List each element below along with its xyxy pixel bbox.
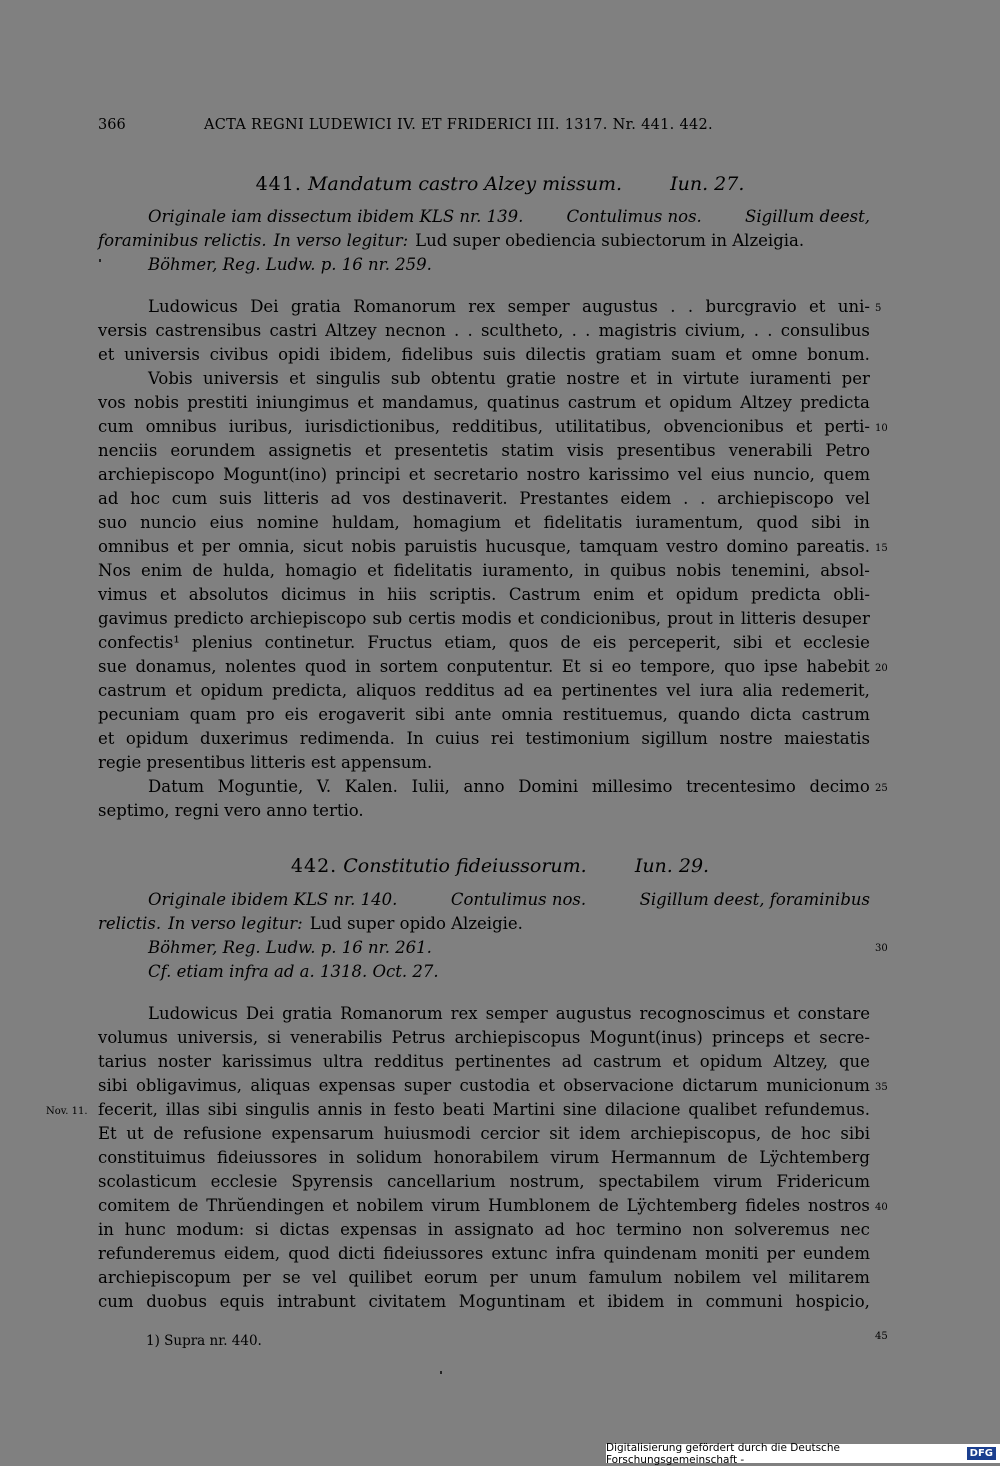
source-originale: Originale ibidem KLS nr. 140. [148, 890, 398, 909]
text-line: Vobis universis et singulis sub obtentu gratie nostre et in virtute iuramenti per [148, 369, 870, 388]
dfg-logo-icon: DFG [967, 1447, 996, 1460]
source-originale: Originale iam dissectum ibidem KLS nr. 139. [148, 207, 524, 226]
text-line: gavimus predicto archiepiscopo sub certis modis et condicionibus, prout in litteris desuper [98, 609, 870, 628]
footnote-text: 1) Supra nr. 440. [146, 1333, 262, 1349]
page-number: 366 [98, 117, 126, 133]
text-line: confectis¹ plenius continetur. Fructus etiam, quos de eis perceperit, sibi et ecclesie [98, 633, 870, 652]
doc-441-text [98, 295, 870, 823]
text-line: et opidum duxerimus redimenda. In cuius rei testimonium sigillum nostre maiestatis [98, 729, 870, 748]
text-line: cum duobus equis intrabunt civitatem Moguntinam et ibidem in communi hospicio, [98, 1292, 870, 1311]
print-speck [440, 1371, 442, 1374]
text-line: Ludowicus Dei gratia Romanorum rex semper augustus recognoscimus et constare [148, 1004, 870, 1023]
text-line: nenciis eorundem assignetis et presentetis statim visis presentibus venerabili Petro [98, 441, 870, 460]
text-line: et universis civibus opidi ibidem, fidelibus suis dilectis gratiam suam et omne bonum. [98, 345, 870, 364]
page-header [98, 117, 870, 137]
footnote [146, 1333, 262, 1349]
text-line: Nos enim de hulda, homagio et fidelitatis iuramento, in quibus nobis tenemini, absol- [98, 561, 870, 580]
text-line: refunderemus eidem, quod dicti fideiussores extunc infra quindenam moniti per eundem [98, 1244, 870, 1263]
text-line: in hunc modum: si dictas expensas in assignato ad hoc termino non solveremus nec [98, 1220, 870, 1239]
source-verso-label: In verso legitur: [168, 914, 303, 933]
text-line: comitem de Thrŭendingen et nobilem virum Humblonem de Lÿchtemberg fideles nostros [98, 1196, 870, 1215]
text-line: scolasticum ecclesie Spyrensis cancellarium nostrum, spectabilem virum Fridericum [98, 1172, 870, 1191]
line-number: 20 [875, 663, 888, 674]
line-number: 35 [875, 1082, 888, 1093]
doc-442-date: Iun. 29. [634, 855, 710, 877]
doc-441-date: Iun. 27. [670, 173, 745, 195]
doc-441-number: 441. [255, 173, 302, 195]
source-boehmer: Böhmer, Reg. Ludw. p. 16 nr. 259. [148, 255, 432, 274]
text-line: tarius noster karissimus ultra redditus pertinentes ad castrum et opidum Altzey, que [98, 1052, 870, 1071]
source-sigillum: Sigillum deest, [745, 207, 870, 226]
text-line: Ludowicus Dei gratia Romanorum rex semper augustus . . burcgravio et uni- [148, 297, 870, 316]
source-contulimus: Contulimus nos. [450, 890, 587, 909]
line-number: 10 [875, 423, 888, 434]
line-number: 5 [875, 303, 882, 314]
text-line: volumus universis, si venerabilis Petrus archiepiscopus Mogunt(inus) princeps et secre- [98, 1028, 870, 1047]
source-contulimus: Contulimus nos. [566, 207, 702, 226]
print-speck [99, 259, 101, 262]
text-line: castrum et opidum predicta, aliquos redditus ad ea pertinentes vel iura alia redemerit, [98, 681, 870, 700]
text-line: cum omnibus iuribus, iurisdictionibus, redditibus, utilitatibus, obvencionibus et perti- [98, 417, 870, 436]
text-line: vimus et absolutos dicimus in hiis scriptis. Castrum enim et opidum predicta obli- [98, 585, 870, 604]
text-line: Et ut de refusione expensarum huiusmodi cercior sit idem archiepiscopus, de hoc sibi [98, 1124, 870, 1143]
digitization-footer [606, 1441, 1000, 1466]
doc-442-source-note [98, 888, 870, 984]
line-number: 45 [875, 1331, 888, 1342]
line-number: 25 [875, 783, 888, 794]
source-boehmer: Böhmer, Reg. Ludw. p. 16 nr. 261. [148, 938, 432, 957]
line-number: 15 [875, 543, 888, 554]
text-line: septimo, regni vero anno tertio. [98, 801, 364, 820]
source-cf: Cf. etiam infra ad a. 1318. Oct. 27. [148, 962, 439, 981]
doc-441-title: Mandatum castro Alzey missum. [307, 173, 623, 195]
text-line: ad hoc cum suis litteris ad vos destinaverit. Prestantes eidem . . archiepiscopo vel [98, 489, 870, 508]
doc-442-title: Constitutio fideiussorum. [343, 855, 587, 877]
footer-credit: Digitalisierung gefördert durch die Deutsche Forschungsgemeinschaft - [606, 1441, 840, 1466]
doc-441-heading [0, 173, 1000, 195]
text-line: Datum Moguntie, V. Kalen. Iulii, anno Domini millesimo trecentesimo decimo [148, 777, 870, 796]
text-line: regie presentibus litteris est appensum. [98, 753, 433, 772]
doc-441-source-note [98, 205, 870, 277]
doc-442-heading [0, 855, 1000, 877]
text-line: vos nobis prestiti iniungimus et mandamus, quatinus castrum et opidum Altzey predicta [98, 393, 870, 412]
source-verso-text: Lud super opido Alzeigie. [309, 914, 523, 933]
running-title: ACTA REGNI LUDEWICI IV. ET FRIDERICI III. 1317. Nr. 441. 442. [204, 117, 713, 133]
text-line: fecerit, illas sibi singulis annis in festo beati Martini sine dilacione qualibet refundemus. [98, 1100, 870, 1119]
text-line: constituimus fideiussores in solidum honorabilem virum Hermannum de Lÿchtemberg [98, 1148, 870, 1167]
text-line: sue donamus, nolentes quod in sortem conputentur. Et si eo tempore, quo ipse habebit [98, 657, 870, 676]
text-line: suo nuncio eius nomine huldam, homagium et fidelitatis iuramentum, quod sibi in [98, 513, 870, 532]
line-number: 40 [875, 1202, 888, 1213]
text-line: archiepiscopum per se vel quilibet eorum per unum famulum nobilem vel militarem [98, 1268, 870, 1287]
source-sigillum: Sigillum deest, foraminibus [639, 890, 870, 909]
line-number: 30 [875, 943, 888, 954]
margin-date-note: Nov. 11. [46, 1106, 88, 1117]
text-line: archiepiscopo Mogunt(ino) principi et secretario nostro karissimo vel eius nuncio, quem [98, 465, 870, 484]
source-verso-text: Lud super obediencia subiectorum in Alzeigia. [415, 231, 805, 250]
doc-442-number: 442. [290, 855, 338, 877]
source-verso-label: In verso legitur: [273, 231, 409, 250]
text-line: omnibus et per omnia, sicut nobis paruistis hucusque, tamquam vestro domino pareatis. [98, 537, 870, 556]
source-foraminibus: foraminibus relictis. [98, 231, 267, 250]
doc-442-text [98, 1002, 870, 1314]
text-line: versis castrensibus castri Altzey necnon . . scultheto, . . magistris civium, . . consulibus [98, 321, 870, 340]
text-line: sibi obligavimus, aliquas expensas super custodia et observacione dictarum municionum [98, 1076, 870, 1095]
source-relictis: relictis. [98, 914, 162, 933]
text-line: pecuniam quam pro eis erogaverit sibi ante omnia restituemus, quando dicta castrum [98, 705, 870, 724]
